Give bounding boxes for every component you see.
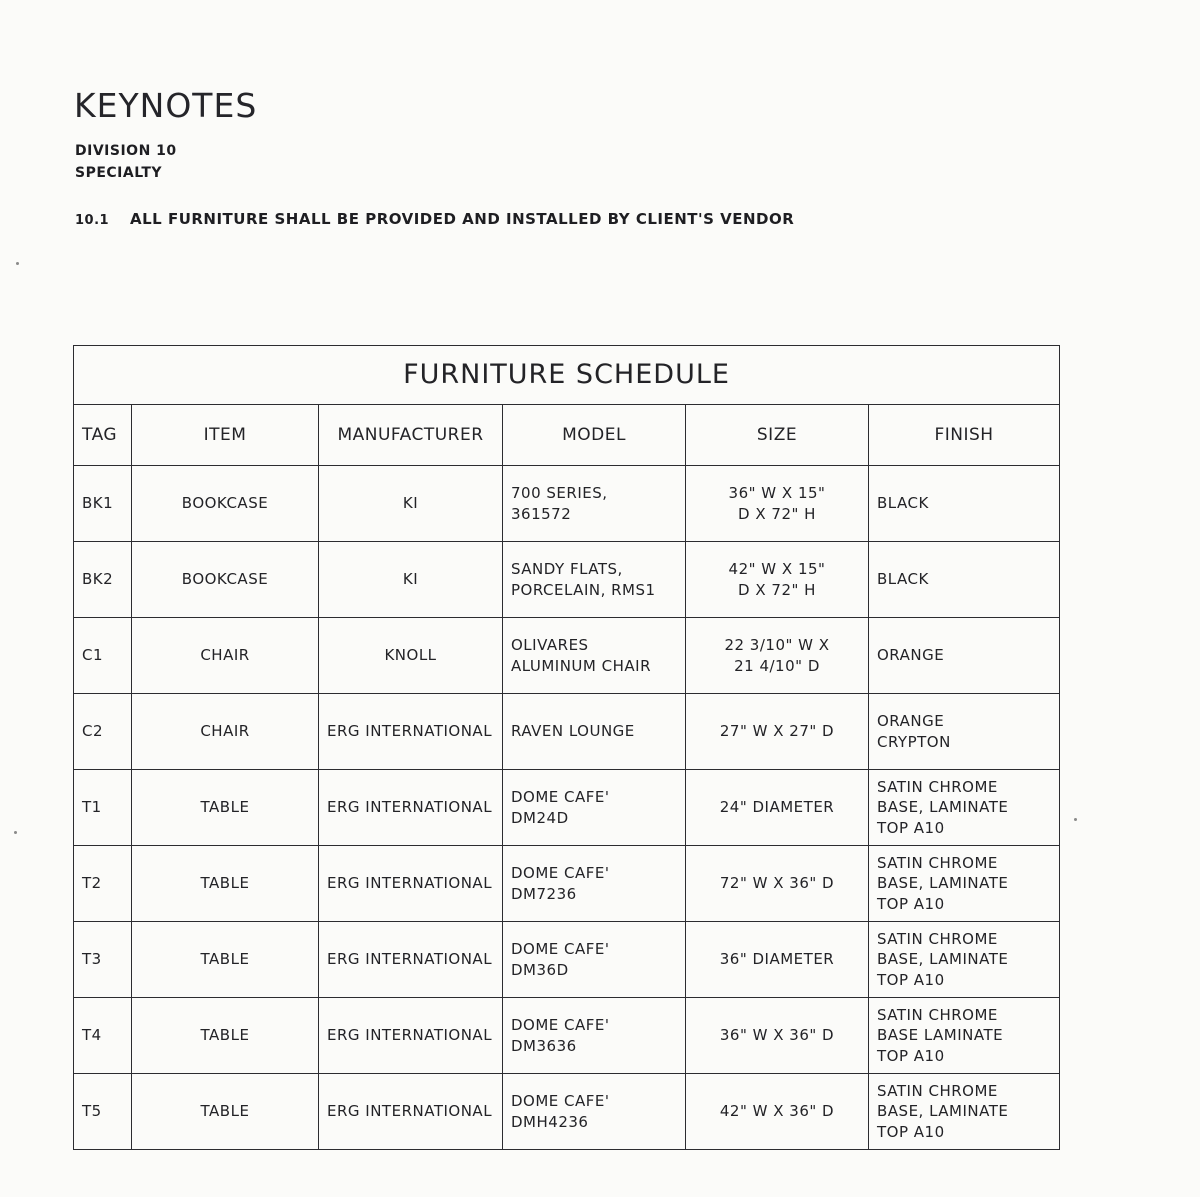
cell-model-line: PORCELAIN, RMS1 xyxy=(511,580,656,599)
cell-model-line: DM7236 xyxy=(511,884,577,903)
cell-model xyxy=(503,694,686,770)
cell-item: BOOKCASE xyxy=(132,466,319,542)
keynote-item xyxy=(75,210,794,228)
table-row xyxy=(74,998,1060,1074)
cell-finish-line: SATIN CHROME xyxy=(877,930,998,949)
header-row xyxy=(74,405,1060,466)
cell-finish-line: SATIN CHROME xyxy=(877,1082,998,1101)
cell-finish-line: TOP A10 xyxy=(877,818,945,837)
keynotes-title: KEYNOTES xyxy=(74,86,258,125)
cell-size-line: 36" DIAMETER xyxy=(719,950,835,969)
cell-finish-line: TOP A10 xyxy=(877,894,945,913)
cell-finish-line: ORANGE xyxy=(877,646,945,665)
cell-item: CHAIR xyxy=(132,694,319,770)
cell-manufacturer: ERG INTERNATIONAL xyxy=(319,770,503,846)
cell-finish xyxy=(869,770,1060,846)
cell-tag: T5 xyxy=(74,1074,132,1150)
cell-model-line: DOME CAFE' xyxy=(511,940,610,959)
schedule-body xyxy=(74,466,1060,1150)
cell-finish-line: SATIN CHROME xyxy=(877,854,998,873)
cell-model-line: DOME CAFE' xyxy=(511,1016,610,1035)
header-tag: TAG xyxy=(74,405,132,466)
division-label: DIVISION 10 xyxy=(75,143,177,159)
cell-finish-line: ORANGE xyxy=(877,712,945,731)
cell-manufacturer: KNOLL xyxy=(319,618,503,694)
cell-model-line: SANDY FLATS, xyxy=(511,560,623,579)
header-finish: FINISH xyxy=(869,405,1060,466)
table-row xyxy=(74,846,1060,922)
keynote-number: 10.1 xyxy=(75,213,110,228)
cell-model-line: 361572 xyxy=(511,504,572,523)
table-row xyxy=(74,542,1060,618)
cell-model xyxy=(503,618,686,694)
cell-finish xyxy=(869,466,1060,542)
cell-size xyxy=(686,1074,869,1150)
cell-size-line: 24" DIAMETER xyxy=(719,798,835,817)
cell-item: TABLE xyxy=(132,922,319,998)
cell-item: CHAIR xyxy=(132,618,319,694)
table-row xyxy=(74,694,1060,770)
cell-manufacturer: ERG INTERNATIONAL xyxy=(319,922,503,998)
furniture-schedule-table xyxy=(73,345,1060,1150)
header-item: ITEM xyxy=(132,405,319,466)
cell-size xyxy=(686,998,869,1074)
cell-finish-line: TOP A10 xyxy=(877,1122,945,1141)
cell-model-line: DM3636 xyxy=(511,1036,577,1055)
keynote-text: ALL FURNITURE SHALL BE PROVIDED AND INSTALLED BY CLIENT'S VENDOR xyxy=(130,210,795,228)
cell-finish-line: SATIN CHROME xyxy=(877,1006,998,1025)
cell-finish-line: BASE, LAMINATE xyxy=(877,874,1009,893)
table-row xyxy=(74,466,1060,542)
cell-finish xyxy=(869,998,1060,1074)
cell-manufacturer: ERG INTERNATIONAL xyxy=(319,694,503,770)
cell-finish xyxy=(869,618,1060,694)
cell-size xyxy=(686,846,869,922)
cell-size xyxy=(686,694,869,770)
table-row xyxy=(74,922,1060,998)
cell-finish xyxy=(869,922,1060,998)
cell-manufacturer: KI xyxy=(319,466,503,542)
cell-size-line: 36" W X 36" D xyxy=(719,1026,835,1045)
cell-model-line: DM36D xyxy=(511,960,569,979)
cell-size xyxy=(686,618,869,694)
cell-item: TABLE xyxy=(132,998,319,1074)
cell-finish xyxy=(869,694,1060,770)
cell-tag: T2 xyxy=(74,846,132,922)
cell-size-line: 22 3/10" W X xyxy=(724,636,830,655)
cell-manufacturer: ERG INTERNATIONAL xyxy=(319,998,503,1074)
cell-tag: C1 xyxy=(74,618,132,694)
header-model: MODEL xyxy=(503,405,686,466)
cell-model-line: DOME CAFE' xyxy=(511,788,610,807)
cell-finish-line: SATIN CHROME xyxy=(877,778,998,797)
cell-model xyxy=(503,1074,686,1150)
cell-manufacturer: ERG INTERNATIONAL xyxy=(319,1074,503,1150)
cell-model xyxy=(503,922,686,998)
paper-speck xyxy=(1074,818,1077,821)
cell-item: TABLE xyxy=(132,1074,319,1150)
table-row xyxy=(74,770,1060,846)
cell-size xyxy=(686,770,869,846)
cell-model-line: DOME CAFE' xyxy=(511,1092,610,1111)
cell-model xyxy=(503,846,686,922)
cell-tag: C2 xyxy=(74,694,132,770)
table-row xyxy=(74,618,1060,694)
cell-model-line: DM24D xyxy=(511,808,569,827)
cell-model-line: ALUMINUM CHAIR xyxy=(511,656,651,675)
cell-model-line: OLIVARES xyxy=(511,636,589,655)
cell-item: TABLE xyxy=(132,846,319,922)
cell-model xyxy=(503,542,686,618)
cell-finish-line: CRYPTON xyxy=(877,732,951,751)
cell-tag: T4 xyxy=(74,998,132,1074)
cell-finish xyxy=(869,1074,1060,1150)
cell-size-line: 72" W X 36" D xyxy=(719,874,835,893)
paper-speck xyxy=(14,831,17,834)
header-manufacturer: MANUFACTURER xyxy=(319,405,503,466)
cell-size xyxy=(686,542,869,618)
cell-size-line: D X 72" H xyxy=(738,504,816,523)
cell-model xyxy=(503,466,686,542)
cell-size-line: D X 72" H xyxy=(738,580,816,599)
cell-finish-line: BASE LAMINATE xyxy=(877,1026,1004,1045)
cell-finish xyxy=(869,846,1060,922)
cell-model xyxy=(503,998,686,1074)
cell-tag: T3 xyxy=(74,922,132,998)
cell-finish-line: BLACK xyxy=(877,494,929,513)
cell-size xyxy=(686,466,869,542)
cell-size xyxy=(686,922,869,998)
cell-size-line: 21 4/10" D xyxy=(734,656,820,675)
header-size: SIZE xyxy=(686,405,869,466)
cell-finish-line: BASE, LAMINATE xyxy=(877,950,1009,969)
cell-tag: BK1 xyxy=(74,466,132,542)
cell-tag: T1 xyxy=(74,770,132,846)
table-row xyxy=(74,1074,1060,1150)
cell-size-line: 42" W X 15" xyxy=(728,560,826,579)
cell-finish-line: BASE, LAMINATE xyxy=(877,798,1009,817)
cell-model-line: DOME CAFE' xyxy=(511,864,610,883)
schedule-title: FURNITURE SCHEDULE xyxy=(74,346,1060,405)
cell-finish-line: TOP A10 xyxy=(877,970,945,989)
cell-model-line: DMH4236 xyxy=(511,1112,589,1131)
cell-size-line: 42" W X 36" D xyxy=(719,1102,835,1121)
cell-item: TABLE xyxy=(132,770,319,846)
cell-finish-line: BASE, LAMINATE xyxy=(877,1102,1009,1121)
paper-speck xyxy=(16,262,19,265)
cell-model-line: RAVEN LOUNGE xyxy=(511,722,635,741)
cell-finish xyxy=(869,542,1060,618)
cell-size-line: 27" W X 27" D xyxy=(719,722,835,741)
specialty-label: SPECIALTY xyxy=(75,165,163,181)
cell-model-line: 700 SERIES, xyxy=(511,484,608,503)
cell-manufacturer: KI xyxy=(319,542,503,618)
cell-finish-line: BLACK xyxy=(877,570,929,589)
cell-size-line: 36" W X 15" xyxy=(728,484,826,503)
cell-tag: BK2 xyxy=(74,542,132,618)
cell-model xyxy=(503,770,686,846)
cell-manufacturer: ERG INTERNATIONAL xyxy=(319,846,503,922)
cell-item: BOOKCASE xyxy=(132,542,319,618)
cell-finish-line: TOP A10 xyxy=(877,1046,945,1065)
